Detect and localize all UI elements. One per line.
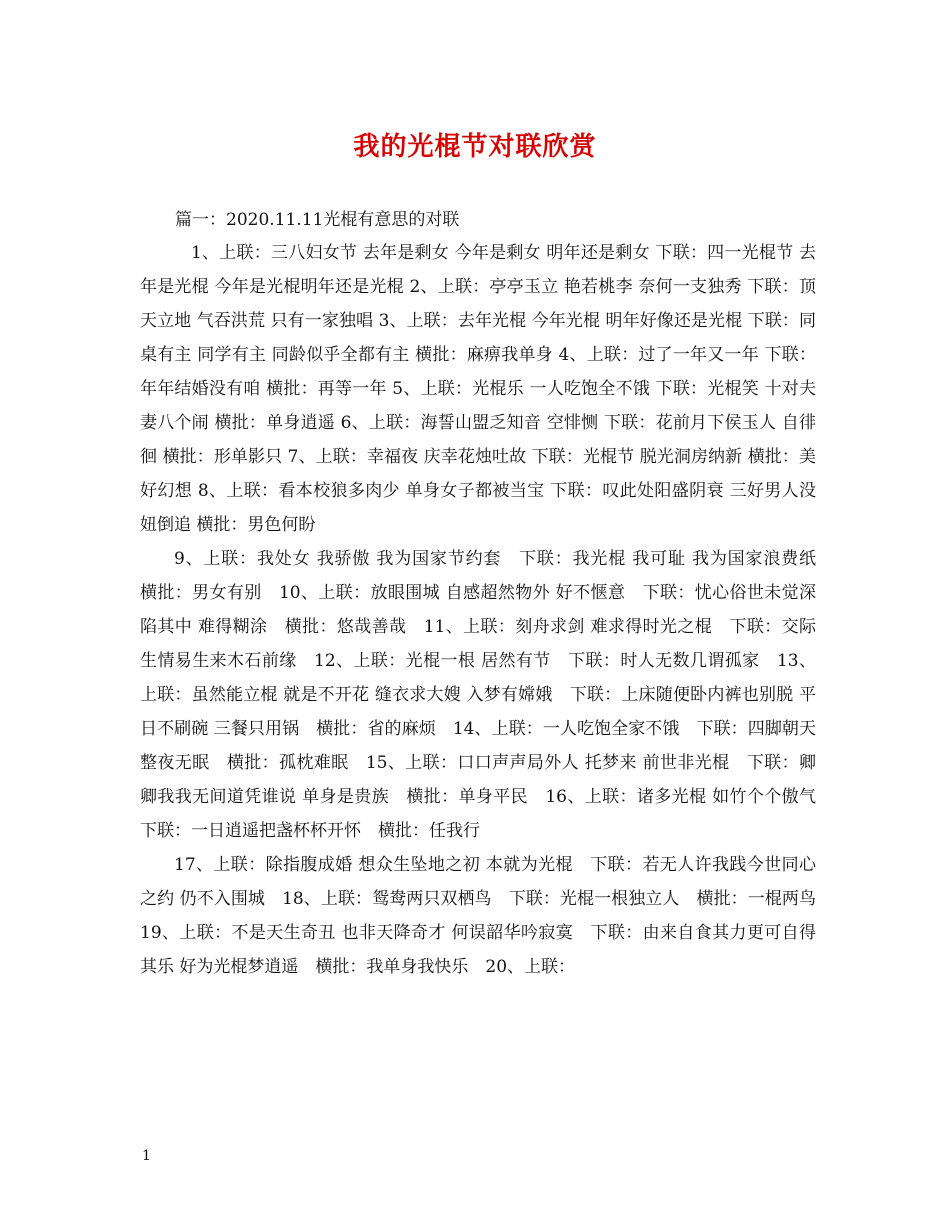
- body-text: [140, 236, 833, 984]
- section-heading: 篇一：2020.11.11光棍有意思的对联: [175, 210, 460, 230]
- page-title: 我的光棍节对联欣赏: [353, 132, 597, 162]
- paragraph: 1、上联：三八妇女节 去年是剩女 今年是剩女 明年还是剩女 下联：四一光棍节 去年是光棍 今年是光棍明年还是光棍 2、上联：亭亭玉立 艳若桃李 奈何一支独秀 下联：顶天立地 气吞洪荒 只有一家独唱 3、上联：去年光棍 今年光棍 明年好像还是光棍 下联：同桌有主 同学有主 同龄似乎全都有主 横批：麻痹我单身 4、上联：过了一年又一年 下联：年年结婚没有咱 横批：再等一年 5、上联：光棍乐 一人吃饱全不饿 下联：光棍笑 十对夫妻八个闹 横批：单身逍遥 6、上联：海誓山盟乏知音 空悱恻 下联：花前月下侯玉人 自徘徊 横批：形单影只 7、上联：幸福夜 庆幸花烛吐故 下联：光棍节 脱光洞房纳新 横批：美好幻想 8、上联：看本校狼多肉少 单身女子都被当宝 下联：叹此处阳盛阴衰 三好男人没妞倒追 横批：男色何盼: [140, 243, 816, 535]
- paragraph: 9、上联：我处女 我骄傲 我为国家节约套 下联：我光棍 我可耻 我为国家浪费纸 横批：男女有别 10、上联：放眼围城 自感超然物外 好不惬意 下联：忧心俗世未觉深陷其中 难得糊涂 横批：悠哉善哉 11、上联：刻舟求剑 难求得时光之棍 下联：交际生情易生来木石前缘 12、上联：光棍一根 居然有节 下联：时人无数几谓孤家 13、上联：虽然能立棍 就是不开花 缝衣求大嫂 入梦有嫦娥 下联：上床随便卧内裤也别脱 平日不刷碗 三餐只用锅 横批：省的麻烦 14、上联：一人吃饱全家不饿 下联：四脚朝天整夜无眠 横批：孤枕难眠 15、上联：口口声声局外人 托梦来 前世非光棍 下联：卿卿我我无间道凭谁说 单身是贵族 横批：单身平民 16、上联：诸多光棍 如竹个个傲气 下联：一日逍遥把盏杯杯开怀 横批：任我行: [140, 549, 833, 841]
- page-number: 1: [142, 1148, 151, 1164]
- paragraph: 17、上联：除指腹成婚 想众生坠地之初 本就为光棍 下联：若无人许我践今世同心之约 仍不入围城 18、上联：鸳鸯两只双栖鸟 下联：光棍一根独立人 横批：一棍两鸟 19、上联：不是天生奇丑 也非天降奇才 何误韶华吟寂寞 下联：由来自食其力更可自得其乐 好为光棍梦逍遥 横批：我单身我快乐 20、上联：: [140, 855, 833, 977]
